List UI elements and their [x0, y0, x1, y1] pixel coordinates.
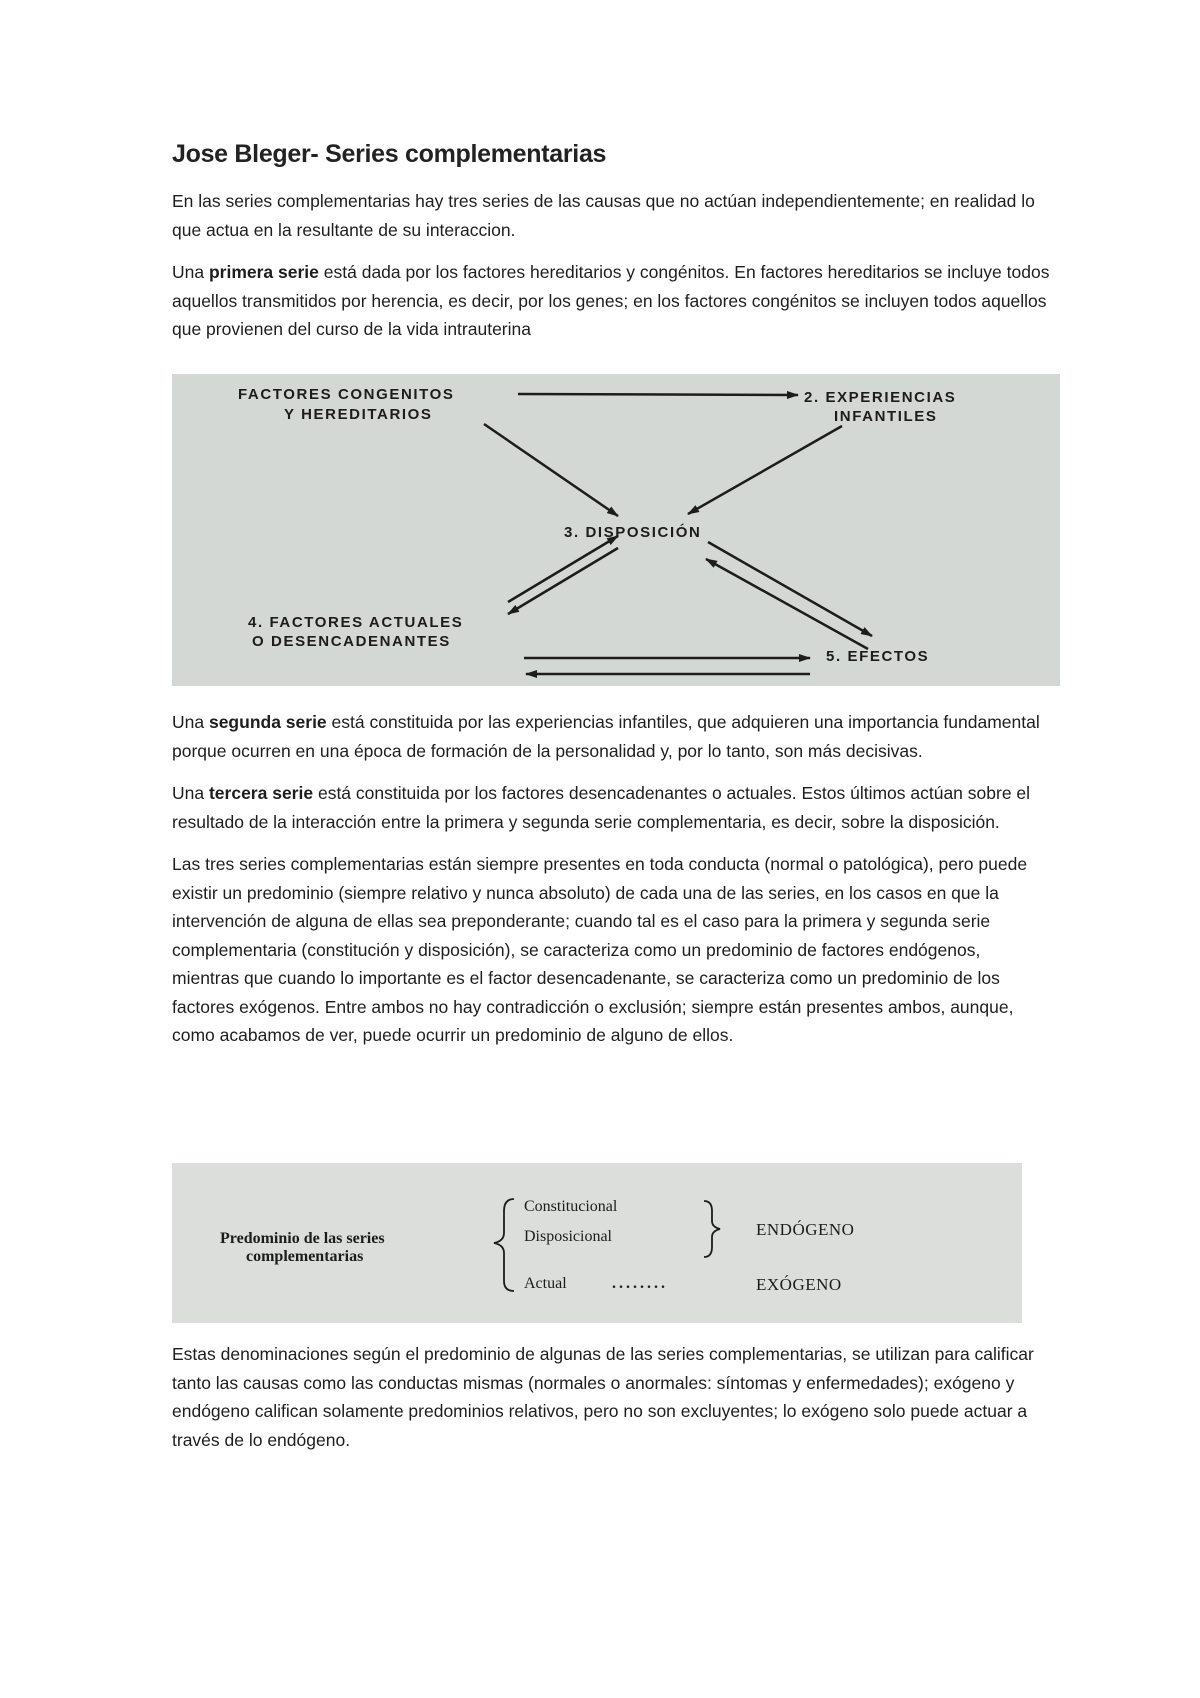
- primera-serie-paragraph: Una primera serie está dada por los factores hereditarios y congénitos. En factores hereditarios se incluye todos aquellos transmitidos por herencia, es decir, por los genes; en los factores congénitos se incluyen todos aquellos que provienen del curso de la vida intrauterina: [172, 262, 1050, 339]
- node-experiencias-line1: 2. EXPERIENCIAS: [804, 389, 957, 406]
- node-factores-congenitos-line2: Y HEREDITARIOS: [284, 406, 433, 423]
- primera-serie-term: primera serie: [208, 262, 319, 282]
- arrow-2-to-3: [688, 426, 842, 514]
- node-disposicion: 3. DISPOSICIÓN: [564, 524, 702, 541]
- tercera-serie-term: tercera serie: [208, 783, 314, 803]
- intro-paragraph: En las series complementarias hay tres series de las causas que no actúan independientemente; en realidad lo que actua en la resultante de su interaccion.: [172, 191, 1035, 240]
- arrow-1-to-2: [518, 394, 798, 395]
- item-disposicional: Disposicional: [524, 1228, 612, 1245]
- series-diagram-image: [172, 374, 1060, 686]
- item-actual: Actual: [524, 1275, 567, 1292]
- node-factores-actuales-line1: 4. FACTORES ACTUALES: [248, 614, 464, 631]
- lower-text-block-1: [172, 708, 1052, 1064]
- predominio-diagram-image: [172, 1163, 1022, 1323]
- node-experiencias-line2: INFANTILES: [834, 408, 938, 425]
- exogeno-label: EXÓGENO: [756, 1275, 842, 1294]
- node-factores-actuales-line2: O DESENCADENANTES: [252, 633, 451, 650]
- predominio-paragraph: Las tres series complementarias están siempre presentes en toda conducta (normal o patológica), pero puede existir un predominio (siempre relativo y nunca absoluto) de cada una de las series, en los casos en que la intervención de alguna de ellas sea preponderante; cuando tal es el caso para la primera y segunda serie complementaria (constitución y disposición), se caracteriza como un predominio de factores endógenos, mientras que cuando lo importante es el factor desencadenante, se caracteriza como un predominio de los factores exógenos. Entre ambos no hay contradicción o exclusión; siempre están presentes ambos, aunque, como acabamos de ver, puede ocurrir un predominio de alguno de ellos.: [172, 854, 1028, 1045]
- segunda-serie-paragraph: Una segunda serie está constituida por las experiencias infantiles, que adquieren una importancia fundamental porque ocurren en una época de formación de la personalidad y, por lo tanto, son más decisivas.: [172, 712, 1040, 761]
- node-factores-congenitos-line1: FACTORES CONGENITOS: [238, 386, 455, 403]
- arrow-5-to-3: [706, 559, 868, 649]
- denominaciones-paragraph: Estas denominaciones según el predominio de algunas de las series complementarias, se utilizan para calificar tanto las causas como las conductas mismas (normales o anormales: síntomas y enfermedades); exógeno y endógeno califican solamente predominios relativos, pero no son excluyentes; lo exógeno solo puede actuar a través de lo endógeno.: [172, 1344, 1034, 1450]
- arrow-4-to-3: [508, 536, 618, 602]
- segunda-serie-term: segunda serie: [208, 712, 327, 732]
- actual-leader-dots: ........: [612, 1275, 668, 1292]
- arrow-1-to-3: [484, 424, 618, 516]
- left-brace: [494, 1199, 514, 1291]
- tercera-serie-paragraph: Una tercera serie está constituida por los factores desencadenantes o actuales. Estos últimos actúan sobre el resultado de la interacción entre la primera y segunda serie complementaria, es decir, sobre la disposición.: [172, 783, 1031, 832]
- document-body: [172, 140, 1052, 358]
- predominio-label-line2: complementarias: [246, 1248, 364, 1265]
- arrow-3-to-4: [508, 548, 618, 614]
- item-constitucional: Constitucional: [524, 1198, 618, 1215]
- endogeno-label: ENDÓGENO: [756, 1220, 855, 1239]
- right-brace: [704, 1201, 720, 1257]
- node-efectos: 5. EFECTOS: [826, 648, 930, 665]
- arrow-3-to-5: [708, 542, 872, 636]
- predominio-label-line1: Predominio de las series: [220, 1230, 385, 1247]
- document-title: Jose Bleger- Series complementarias: [172, 140, 607, 168]
- lower-text-block-2: [172, 1340, 1052, 1468]
